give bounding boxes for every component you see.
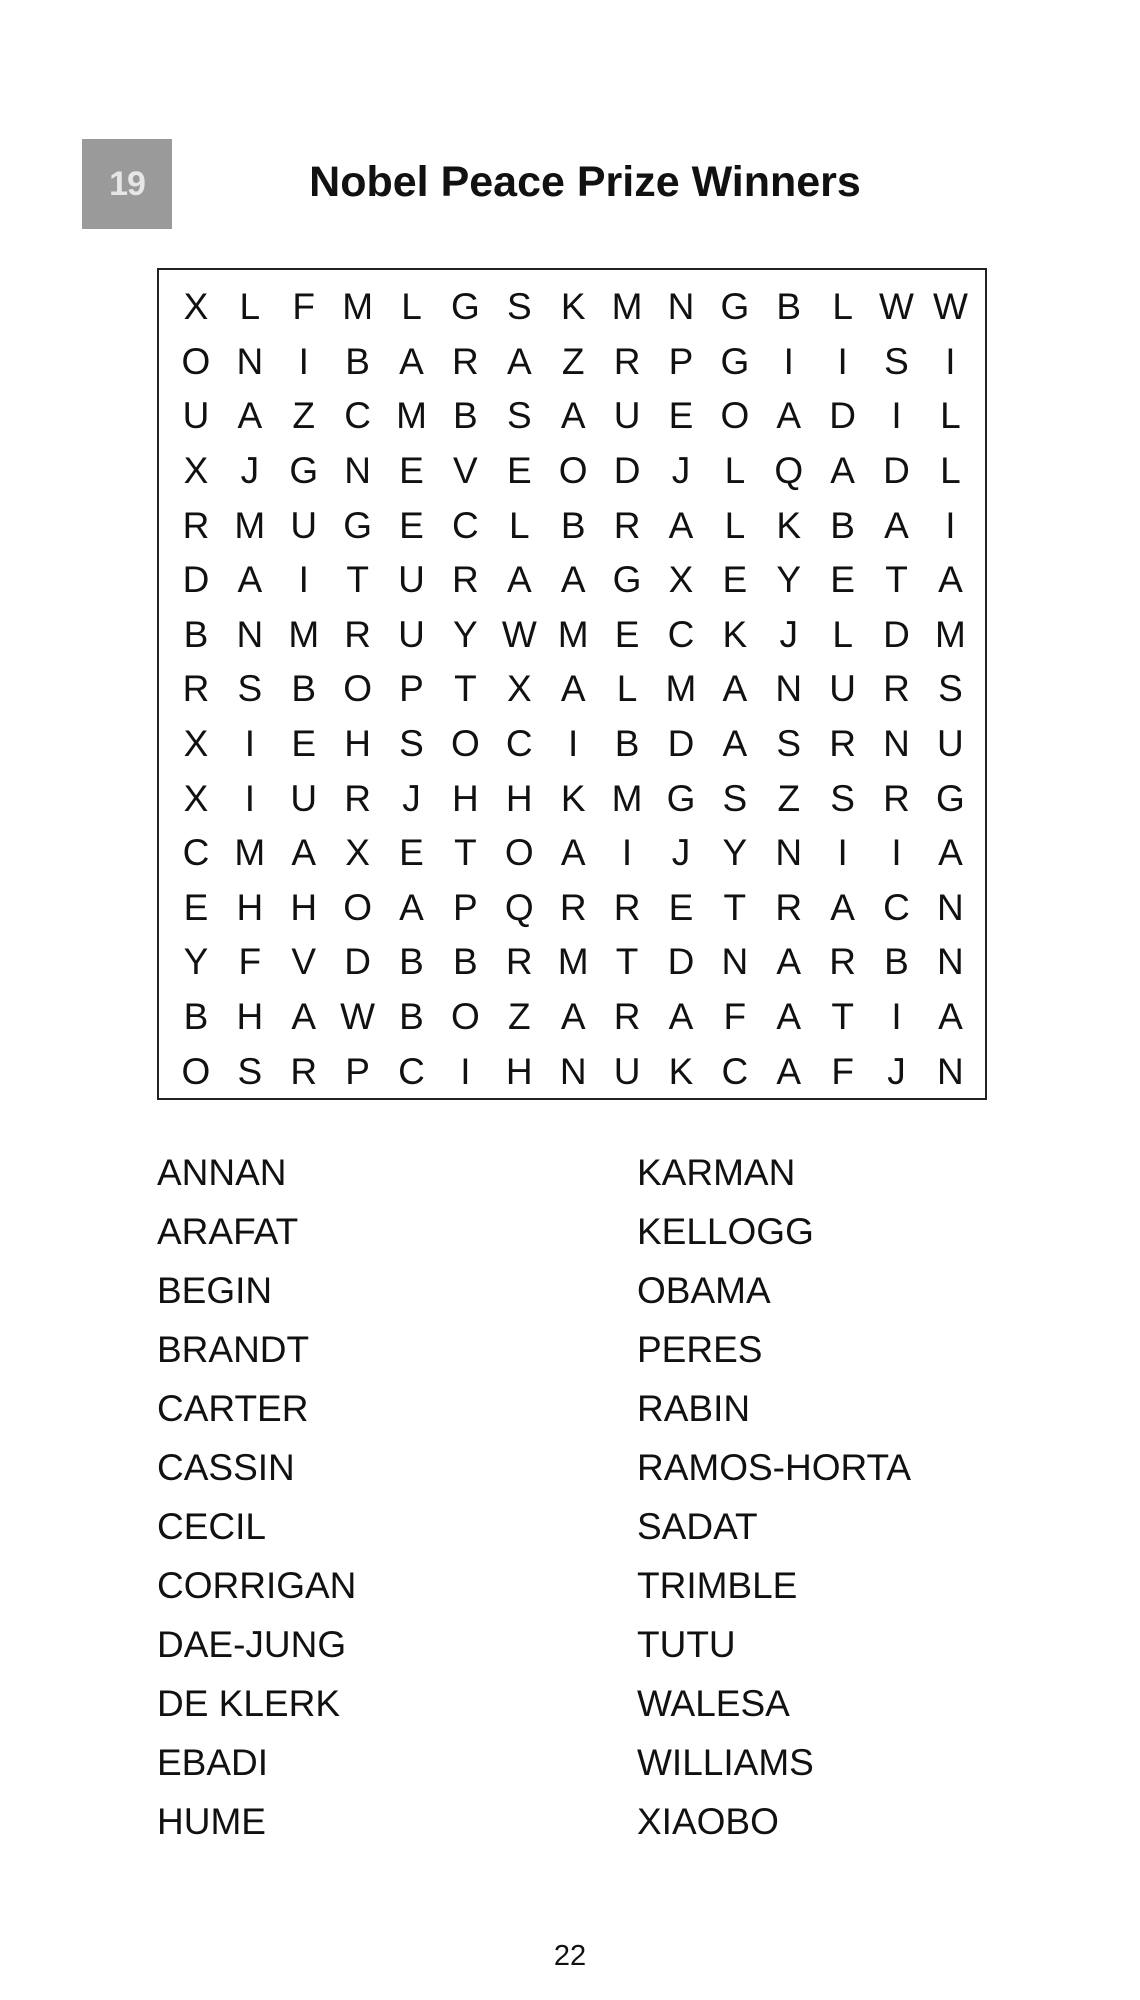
grid-cell: G bbox=[612, 559, 642, 601]
word-list-item: KELLOGG bbox=[637, 1211, 814, 1252]
grid-cell: H bbox=[505, 1050, 533, 1092]
grid-cell: A bbox=[560, 996, 586, 1038]
grid-cell: I bbox=[621, 832, 633, 874]
grid-cell: R bbox=[290, 1050, 318, 1092]
grid-cell: R bbox=[344, 613, 371, 655]
grid-cell: O bbox=[181, 1050, 211, 1092]
grid-cell: E bbox=[506, 450, 532, 492]
word-list-item: KARMAN bbox=[637, 1152, 796, 1193]
grid-cell: F bbox=[238, 941, 262, 983]
grid-cell: I bbox=[783, 340, 794, 382]
grid-cell: M bbox=[611, 286, 643, 328]
grid-cell: B bbox=[830, 504, 855, 546]
grid-cell: S bbox=[884, 340, 909, 382]
word-list-right-column bbox=[637, 1143, 911, 1851]
grid-cell: A bbox=[938, 996, 963, 1038]
letter-grid-frame bbox=[157, 268, 987, 1100]
grid-cell: N bbox=[937, 886, 964, 928]
grid-cell: B bbox=[183, 996, 209, 1038]
grid-cell: B bbox=[399, 996, 424, 1038]
word-list-item: OBAMA bbox=[637, 1270, 771, 1311]
grid-cell: C bbox=[398, 1050, 425, 1092]
grid-cell: A bbox=[722, 723, 748, 765]
page-number: 22 bbox=[553, 1940, 587, 1972]
word-list-item: WILLIAMS bbox=[637, 1742, 814, 1783]
grid-cell: C bbox=[452, 504, 479, 546]
grid-cell: I bbox=[945, 340, 956, 382]
grid-cell: U bbox=[613, 1050, 641, 1092]
grid-cell: Y bbox=[776, 559, 802, 601]
grid-cell: A bbox=[560, 395, 586, 437]
grid-cell: Z bbox=[777, 777, 801, 819]
grid-cell: G bbox=[451, 286, 480, 328]
grid-cell: W bbox=[501, 613, 537, 655]
grid-cell: E bbox=[399, 832, 424, 874]
grid-cell: L bbox=[940, 450, 961, 492]
puzzle-number-badge: 19 bbox=[82, 139, 172, 229]
grid-cell: L bbox=[940, 395, 961, 437]
grid-cell: N bbox=[559, 1050, 587, 1092]
grid-cell: P bbox=[345, 1050, 370, 1092]
grid-cell: D bbox=[883, 613, 910, 655]
grid-cell: F bbox=[723, 996, 747, 1038]
grid-cell: B bbox=[776, 286, 802, 328]
grid-cell: L bbox=[832, 613, 853, 655]
grid-cell: E bbox=[291, 723, 317, 765]
grid-cell: M bbox=[611, 777, 643, 819]
grid-cell: G bbox=[289, 450, 319, 492]
grid-cell: D bbox=[182, 559, 210, 601]
grid-cell: Z bbox=[507, 996, 531, 1038]
grid-cell: G bbox=[720, 286, 750, 328]
grid-cell: B bbox=[183, 613, 209, 655]
grid-cell: S bbox=[506, 395, 532, 437]
grid-cell: Z bbox=[292, 395, 316, 437]
grid-cell: H bbox=[452, 777, 479, 819]
word-list-item: ANNAN bbox=[157, 1152, 287, 1193]
grid-cell: J bbox=[671, 450, 691, 492]
grid-cell: L bbox=[724, 450, 746, 492]
word-list-item: CORRIGAN bbox=[157, 1565, 357, 1606]
grid-cell: M bbox=[342, 286, 374, 328]
grid-cell: A bbox=[560, 668, 586, 710]
grid-cell: R bbox=[505, 941, 533, 983]
grid-cell: B bbox=[453, 941, 478, 983]
grid-cell: C bbox=[667, 613, 695, 655]
grid-cell: V bbox=[453, 450, 478, 492]
grid-cell: A bbox=[399, 340, 424, 382]
grid-cell: O bbox=[720, 395, 750, 437]
grid-cell: T bbox=[723, 886, 747, 928]
grid-cell: R bbox=[452, 559, 479, 601]
grid-cell: A bbox=[399, 886, 424, 928]
grid-cell: I bbox=[460, 1050, 471, 1092]
grid-cell: A bbox=[776, 395, 802, 437]
grid-cell: A bbox=[237, 395, 263, 437]
grid-cell: A bbox=[506, 340, 532, 382]
grid-cell: U bbox=[182, 395, 210, 437]
grid-cell: R bbox=[883, 777, 910, 819]
grid-cell: J bbox=[240, 450, 260, 492]
grid-cell: Y bbox=[183, 941, 209, 983]
grid-cell: H bbox=[290, 886, 318, 928]
grid-cell: E bbox=[830, 559, 855, 601]
grid-cell: Q bbox=[774, 450, 804, 492]
grid-cell: X bbox=[668, 559, 694, 601]
grid-cell: I bbox=[891, 395, 902, 437]
grid-cell: W bbox=[879, 286, 914, 328]
grid-cell: O bbox=[181, 340, 211, 382]
grid-cell: A bbox=[291, 832, 317, 874]
grid-cell: A bbox=[506, 559, 532, 601]
grid-cell: A bbox=[291, 996, 317, 1038]
grid-cell: A bbox=[830, 886, 855, 928]
grid-cell: K bbox=[560, 777, 586, 819]
grid-cell: N bbox=[775, 832, 803, 874]
grid-cell: B bbox=[614, 723, 640, 765]
grid-cell: N bbox=[667, 286, 695, 328]
grid-cell: K bbox=[722, 613, 748, 655]
grid-cell: A bbox=[938, 832, 963, 874]
word-list-item: CASSIN bbox=[157, 1447, 295, 1488]
grid-cell: R bbox=[613, 996, 641, 1038]
grid-cell: O bbox=[451, 723, 480, 765]
word-list-item: CARTER bbox=[157, 1388, 309, 1429]
grid-cell: P bbox=[668, 340, 694, 382]
grid-cell: J bbox=[402, 777, 421, 819]
grid-cell: H bbox=[505, 777, 533, 819]
grid-cell: R bbox=[883, 668, 910, 710]
grid-cell: A bbox=[776, 941, 802, 983]
grid-cell: I bbox=[298, 340, 309, 382]
grid-cell: S bbox=[399, 723, 424, 765]
grid-cell: A bbox=[884, 504, 909, 546]
grid-cell: O bbox=[451, 996, 480, 1038]
grid-cell: J bbox=[779, 613, 798, 655]
grid-cell: R bbox=[613, 886, 641, 928]
grid-cell: O bbox=[558, 450, 588, 492]
word-list-item: TRIMBLE bbox=[637, 1565, 798, 1606]
grid-cell: X bbox=[183, 777, 209, 819]
grid-cell: R bbox=[182, 504, 210, 546]
grid-cell: R bbox=[775, 886, 803, 928]
grid-cell: I bbox=[837, 832, 848, 874]
grid-cell: X bbox=[183, 450, 209, 492]
word-list-item: XIAOBO bbox=[637, 1801, 779, 1842]
word-list-item: DAE-JUNG bbox=[157, 1624, 347, 1665]
grid-cell: K bbox=[776, 504, 802, 546]
grid-cell: L bbox=[509, 504, 530, 546]
word-list-item: ARAFAT bbox=[157, 1211, 299, 1252]
grid-cell: S bbox=[938, 668, 963, 710]
grid-cell: A bbox=[560, 559, 586, 601]
grid-cell: N bbox=[775, 668, 803, 710]
word-list-item: PERES bbox=[637, 1329, 763, 1370]
grid-cell: A bbox=[830, 450, 855, 492]
grid-cell: A bbox=[722, 668, 748, 710]
grid-cell: D bbox=[667, 723, 695, 765]
grid-cell: T bbox=[885, 559, 908, 601]
grid-cell: L bbox=[616, 668, 638, 710]
grid-cell: D bbox=[883, 450, 910, 492]
grid-cell: I bbox=[837, 340, 848, 382]
word-list-item: RABIN bbox=[637, 1388, 751, 1429]
grid-cell: S bbox=[722, 777, 748, 819]
grid-cell: R bbox=[613, 504, 641, 546]
grid-cell: I bbox=[244, 777, 255, 819]
word-list-item: EBADI bbox=[157, 1742, 269, 1783]
grid-cell: B bbox=[345, 340, 370, 382]
grid-cell: N bbox=[236, 340, 264, 382]
grid-cell: I bbox=[891, 996, 902, 1038]
grid-cell: D bbox=[613, 450, 641, 492]
grid-cell: A bbox=[938, 559, 963, 601]
grid-cell: C bbox=[182, 832, 210, 874]
grid-cell: F bbox=[292, 286, 316, 328]
grid-cell: D bbox=[829, 395, 856, 437]
letter-grid bbox=[169, 280, 977, 1099]
grid-cell: A bbox=[237, 559, 263, 601]
grid-cell: N bbox=[721, 941, 749, 983]
grid-cell: T bbox=[454, 668, 477, 710]
grid-cell: X bbox=[506, 668, 532, 710]
grid-cell: M bbox=[288, 613, 320, 655]
grid-cell: E bbox=[722, 559, 748, 601]
grid-cell: I bbox=[298, 559, 309, 601]
grid-cell: U bbox=[613, 395, 641, 437]
grid-cell: P bbox=[453, 886, 478, 928]
grid-cell: W bbox=[932, 286, 968, 328]
grid-cell: M bbox=[665, 668, 697, 710]
grid-cell: Q bbox=[504, 886, 534, 928]
grid-cell: H bbox=[344, 723, 371, 765]
grid-cell: G bbox=[936, 777, 965, 819]
grid-cell: U bbox=[829, 668, 856, 710]
grid-cell: E bbox=[668, 395, 694, 437]
grid-cell: R bbox=[452, 340, 479, 382]
grid-cell: S bbox=[830, 777, 855, 819]
grid-cell: R bbox=[344, 777, 371, 819]
grid-cell: S bbox=[776, 723, 802, 765]
grid-cell: T bbox=[615, 941, 639, 983]
grid-cell: M bbox=[234, 504, 266, 546]
grid-cell: B bbox=[560, 504, 586, 546]
grid-cell: K bbox=[560, 286, 586, 328]
grid-cell: N bbox=[883, 723, 910, 765]
grid-cell: E bbox=[183, 886, 209, 928]
grid-cell: L bbox=[832, 286, 853, 328]
grid-cell: A bbox=[560, 832, 586, 874]
grid-cell: B bbox=[884, 941, 909, 983]
grid-cell: D bbox=[344, 941, 371, 983]
grid-cell: U bbox=[290, 777, 318, 819]
word-list-item: BRANDT bbox=[157, 1329, 310, 1370]
grid-cell: U bbox=[398, 559, 425, 601]
grid-cell: I bbox=[945, 504, 956, 546]
grid-cell: H bbox=[236, 886, 264, 928]
grid-cell: M bbox=[396, 395, 427, 437]
grid-cell: J bbox=[671, 832, 691, 874]
grid-cell: C bbox=[344, 395, 371, 437]
grid-cell: S bbox=[237, 1050, 263, 1092]
grid-cell: D bbox=[667, 941, 695, 983]
grid-cell: S bbox=[237, 668, 263, 710]
grid-cell: S bbox=[506, 286, 532, 328]
word-list-item: CECIL bbox=[157, 1506, 266, 1547]
grid-cell: J bbox=[887, 1050, 906, 1092]
grid-cell: N bbox=[937, 1050, 964, 1092]
grid-cell: U bbox=[290, 504, 318, 546]
word-list-item: TUTU bbox=[637, 1624, 736, 1665]
grid-cell: N bbox=[937, 941, 964, 983]
grid-cell: N bbox=[344, 450, 371, 492]
grid-cell: O bbox=[343, 668, 372, 710]
grid-cell: O bbox=[343, 886, 372, 928]
grid-cell: G bbox=[720, 340, 750, 382]
grid-cell: U bbox=[398, 613, 425, 655]
grid-cell: L bbox=[724, 504, 746, 546]
grid-cell: E bbox=[399, 504, 424, 546]
grid-cell: B bbox=[291, 668, 317, 710]
grid-cell: Y bbox=[453, 613, 478, 655]
grid-cell: R bbox=[613, 340, 641, 382]
grid-cell: C bbox=[721, 1050, 749, 1092]
grid-cell: W bbox=[340, 996, 376, 1038]
grid-cell: G bbox=[343, 504, 372, 546]
grid-cell: X bbox=[183, 286, 209, 328]
grid-cell: C bbox=[505, 723, 533, 765]
grid-cell: I bbox=[244, 723, 255, 765]
grid-cell: E bbox=[614, 613, 640, 655]
grid-cell: K bbox=[668, 1050, 694, 1092]
word-list-item: WALESA bbox=[637, 1683, 790, 1724]
grid-cell: B bbox=[399, 941, 424, 983]
grid-cell: F bbox=[831, 1050, 854, 1092]
word-list-left-column bbox=[157, 1143, 356, 1851]
grid-cell: I bbox=[568, 723, 579, 765]
grid-cell: M bbox=[557, 613, 589, 655]
grid-cell: E bbox=[399, 450, 424, 492]
word-list-item: RAMOS-HORTA bbox=[637, 1447, 912, 1488]
grid-cell: M bbox=[935, 613, 966, 655]
grid-cell: N bbox=[236, 613, 264, 655]
word-list-item: DE KLERK bbox=[157, 1683, 341, 1724]
grid-cell: L bbox=[401, 286, 422, 328]
grid-cell: Y bbox=[722, 832, 748, 874]
grid-cell: A bbox=[668, 996, 694, 1038]
grid-cell: Z bbox=[561, 340, 585, 382]
grid-cell: T bbox=[454, 832, 477, 874]
word-list-item: BEGIN bbox=[157, 1270, 273, 1311]
grid-cell: O bbox=[504, 832, 534, 874]
word-list-item: SADAT bbox=[637, 1506, 758, 1547]
grid-cell: C bbox=[883, 886, 910, 928]
grid-cell: A bbox=[668, 504, 694, 546]
grid-cell: A bbox=[776, 1050, 802, 1092]
grid-cell: R bbox=[829, 941, 856, 983]
grid-cell: X bbox=[345, 832, 370, 874]
grid-cell: B bbox=[453, 395, 478, 437]
grid-cell: H bbox=[236, 996, 264, 1038]
grid-cell: P bbox=[399, 668, 424, 710]
grid-cell: V bbox=[291, 941, 317, 983]
grid-cell: M bbox=[234, 832, 266, 874]
grid-cell: T bbox=[831, 996, 854, 1038]
grid-cell: U bbox=[937, 723, 964, 765]
grid-cell: T bbox=[346, 559, 369, 601]
grid-cell: A bbox=[776, 996, 802, 1038]
grid-cell: E bbox=[668, 886, 694, 928]
grid-cell: G bbox=[666, 777, 696, 819]
grid-cell: R bbox=[829, 723, 856, 765]
page-title: Nobel Peace Prize Winners bbox=[309, 158, 861, 206]
grid-cell: R bbox=[182, 668, 210, 710]
grid-cell: X bbox=[183, 723, 209, 765]
grid-cell: L bbox=[239, 286, 261, 328]
grid-cell: R bbox=[559, 886, 587, 928]
word-list-item: HUME bbox=[157, 1801, 266, 1842]
grid-cell: I bbox=[891, 832, 902, 874]
grid-cell: M bbox=[557, 941, 589, 983]
